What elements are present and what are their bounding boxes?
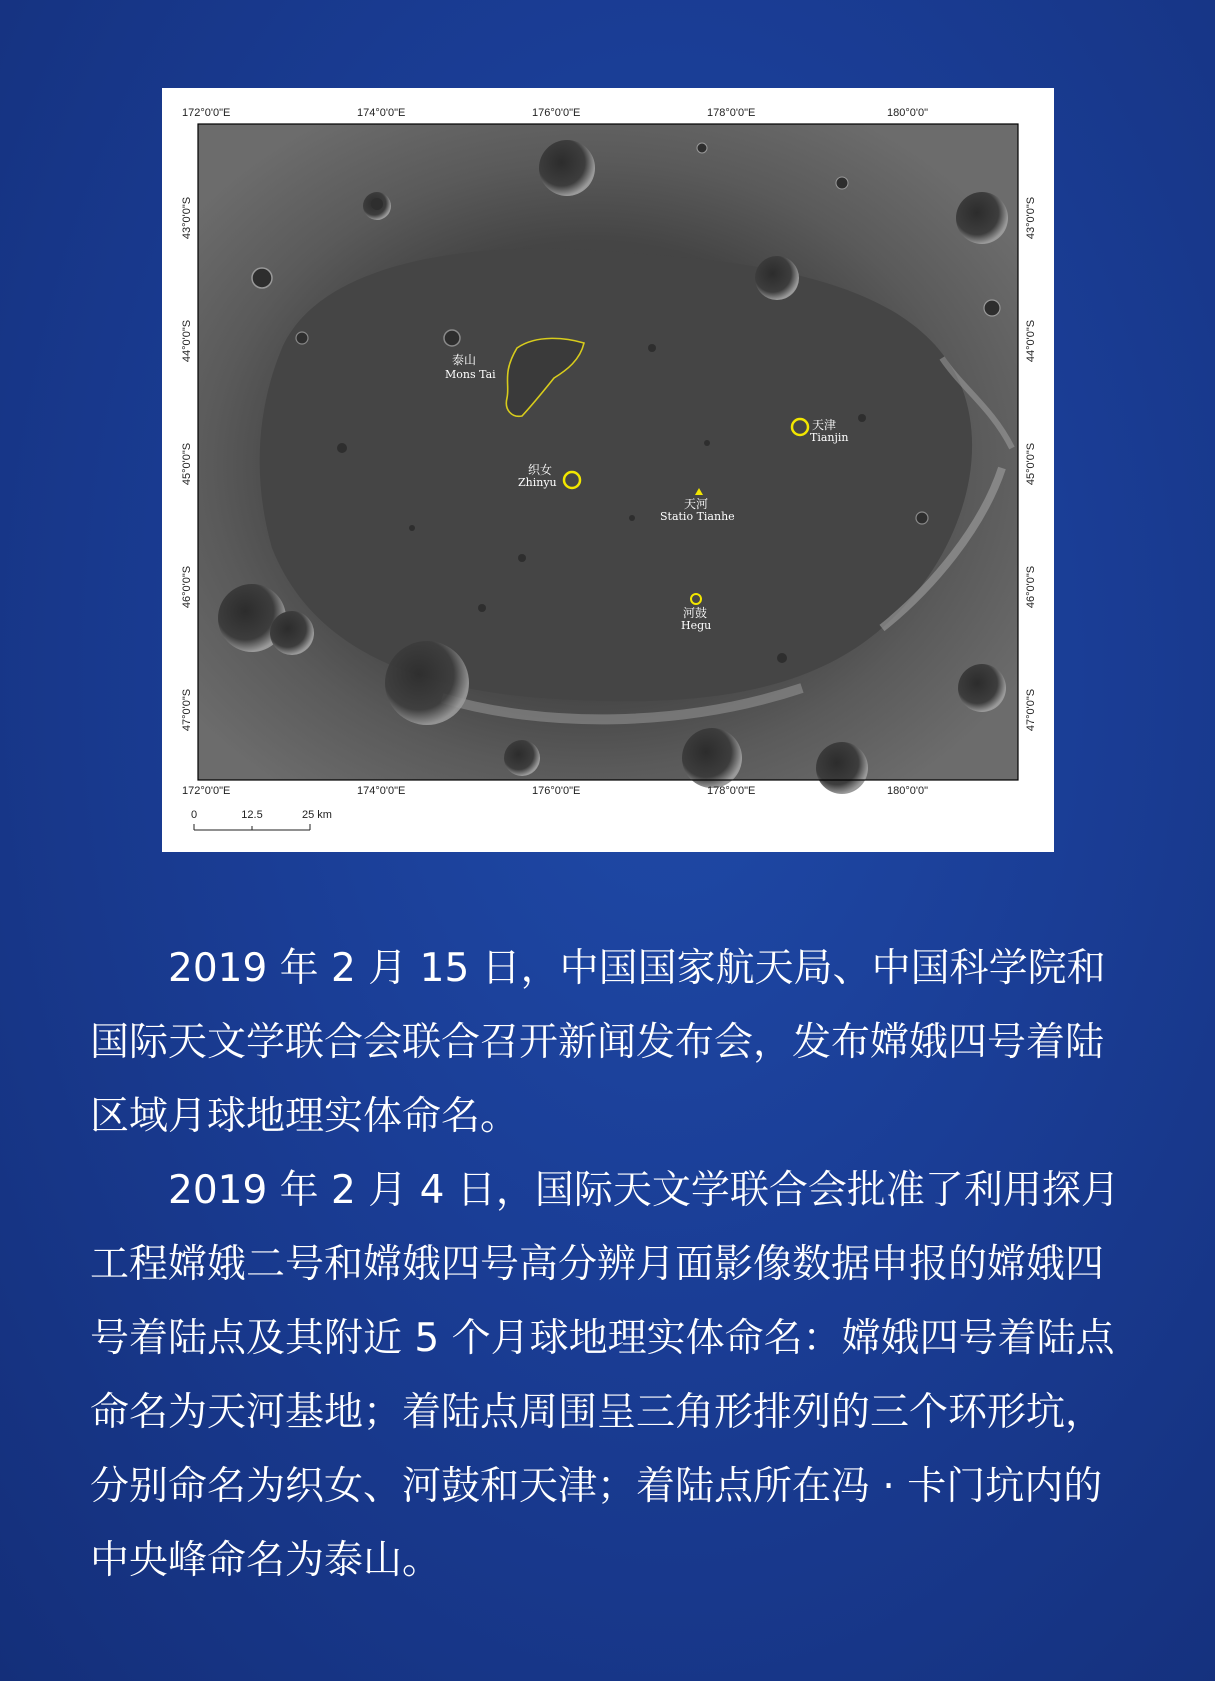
lat-label-left: 47°0'0"S [181, 688, 193, 732]
zhinyu-en-label: Zhinyu [518, 476, 557, 489]
lat-label-right: 47°0'0"S [1025, 688, 1037, 732]
mons-tai-cn-label: 泰山 [452, 353, 477, 367]
lat-label-left: 46°0'0"S [181, 565, 193, 609]
lunar-surface-image [198, 124, 1018, 794]
paragraph-naming-details: 2019 年 2 月 4 日，国际天文学联合会批准了利用探月工程嫦娥二号和嫦娥四号高分辨月面影像数据申报的嫦娥四号着陆点及其附近 5 个月球地理实体命名：嫦娥四号着陆点命名为天河基地；着陆点周围呈三角形排列的三个环形坑，分别命名为织女、河鼓和天津；着陆点所在冯 · 卡门坑内的中央峰命名为泰山。 [90, 1168, 1120, 1583]
tianjin-en-label: Tianjin [810, 431, 849, 444]
lon-label-bottom: 176°0'0"E [532, 785, 581, 797]
lon-label-bottom: 178°0'0"E [707, 785, 756, 797]
lat-label-left: 44°0'0"S [181, 319, 193, 363]
mons-tai-en-label: Mons Tai [445, 368, 496, 381]
lon-label-top: 172°0'0"E [182, 107, 231, 119]
zhinyu-cn-label: 织女 [528, 463, 553, 477]
lat-label-left: 45°0'0"S [181, 442, 193, 486]
article-body [90, 932, 1140, 1598]
lat-label-right: 45°0'0"S [1025, 442, 1037, 486]
paragraph-announcement: 2019 年 2 月 15 日，中国国家航天局、中国科学院和国际天文学联合会联合召开新闻发布会，发布嫦娥四号着陆区域月球地理实体命名。 [90, 946, 1106, 1139]
lon-label-top: 178°0'0"E [707, 107, 756, 119]
lat-label-left: 43°0'0"S [181, 196, 193, 240]
lon-label-top: 180°0'0" [887, 107, 928, 119]
tianhe-en-label: Statio Tianhe [660, 510, 735, 523]
scale-label: 12.5 [241, 809, 263, 821]
tianhe-cn-label: 天河 [684, 497, 709, 511]
lon-label-bottom: 180°0'0" [887, 785, 928, 797]
scale-label: 0 [190, 809, 198, 821]
lat-label-right: 44°0'0"S [1025, 319, 1037, 363]
scale-bar [191, 809, 332, 830]
lunar-map-svg [162, 88, 1054, 852]
lunar-map-figure [162, 88, 1054, 852]
hegu-cn-label: 河鼓 [683, 606, 708, 620]
lat-label-right: 46°0'0"S [1025, 565, 1037, 609]
lon-label-bottom: 172°0'0"E [182, 785, 231, 797]
scale-label: 25 km [302, 809, 332, 821]
tianjin-cn-label: 天津 [812, 418, 837, 432]
lon-label-bottom: 174°0'0"E [357, 785, 406, 797]
lon-label-top: 176°0'0"E [532, 107, 581, 119]
lon-label-top: 174°0'0"E [357, 107, 406, 119]
lat-label-right: 43°0'0"S [1025, 196, 1037, 240]
hegu-en-label: Hegu [681, 619, 712, 632]
